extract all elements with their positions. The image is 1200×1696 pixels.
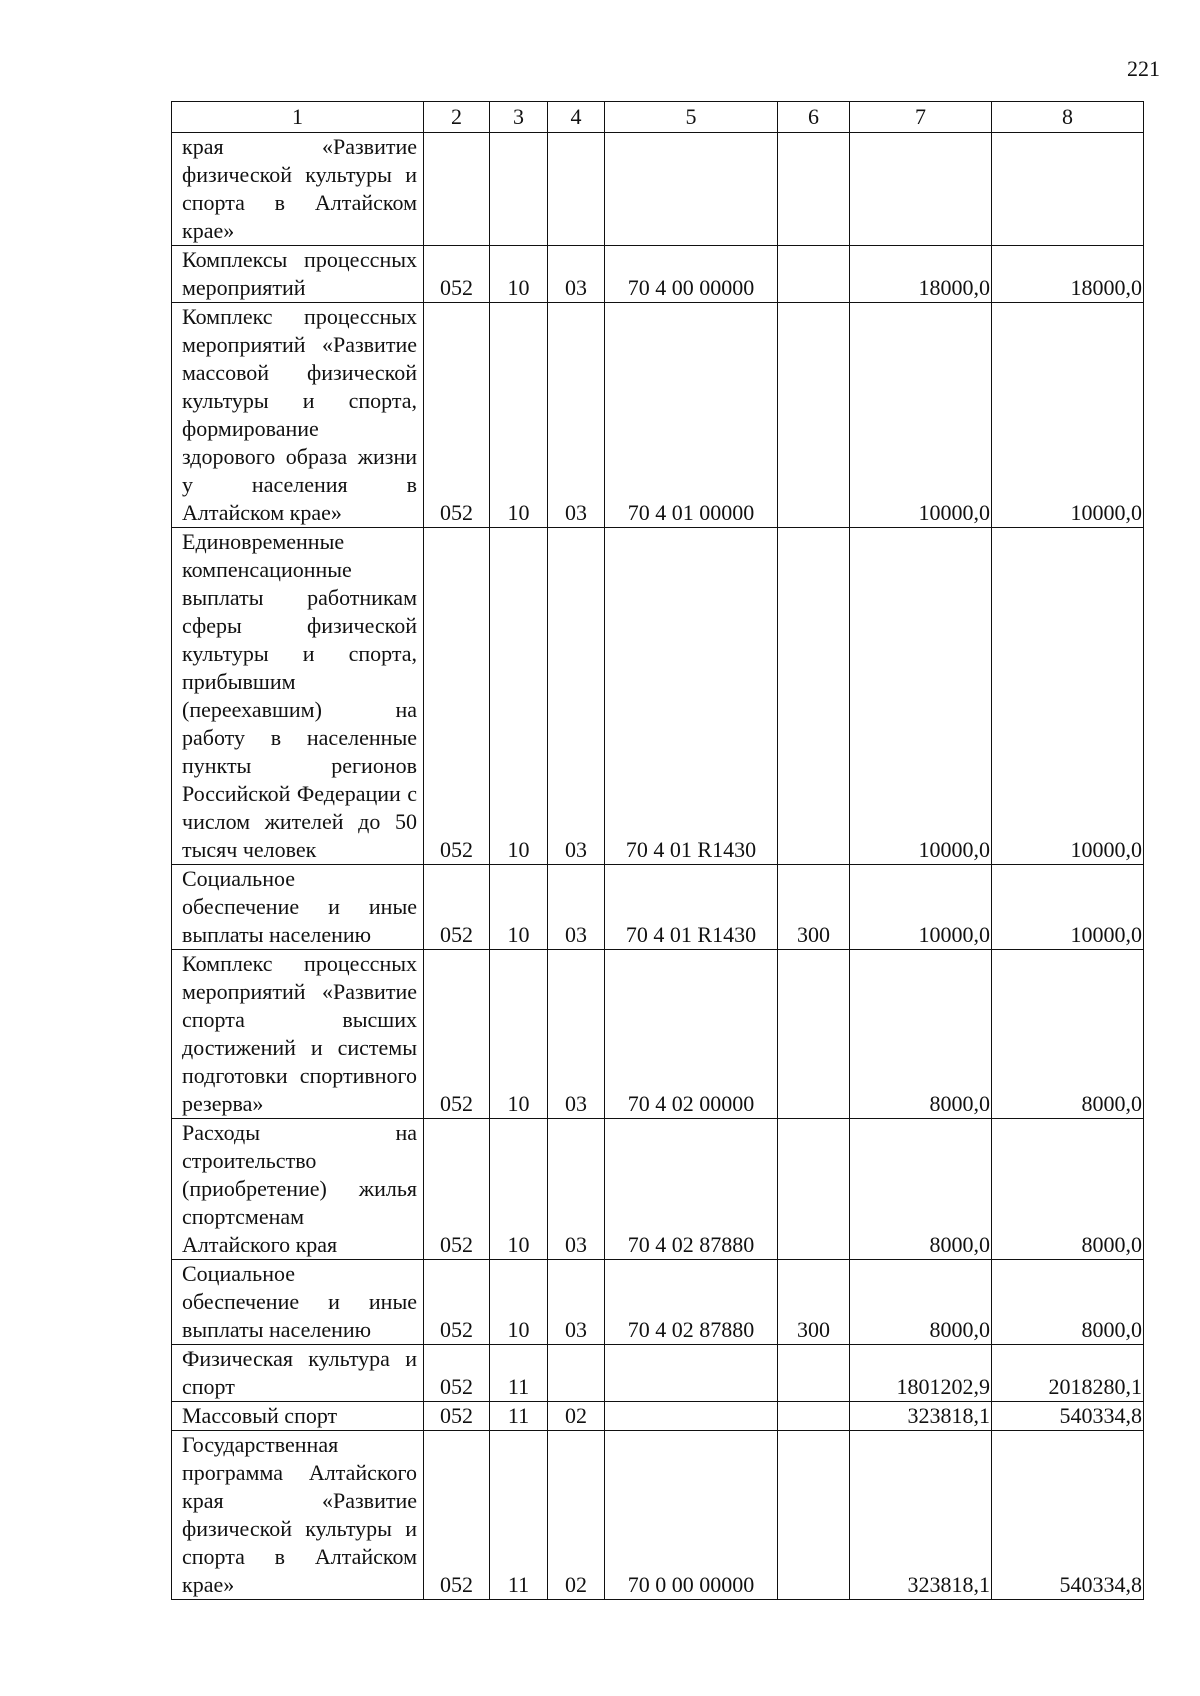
amount-col7-cell: 8000,0 <box>850 1119 992 1260</box>
header-cell: 1 <box>172 102 424 133</box>
amount-col7-cell: 10000,0 <box>850 865 992 950</box>
row-name-cell: Единовременные компенсационные выплаты работникам сферы физической культуры и спорта, прибывшим (переехавшим) на работу в населенные пункты регионов Российской Федерации с числом жителей до 50 тысяч человек <box>172 528 424 865</box>
subsection-code-cell: 03 <box>548 528 605 865</box>
table-row <box>172 246 1144 303</box>
expense-type-cell <box>778 133 850 246</box>
row-name-cell: Комплекс процессных мероприятий «Развитие спорта высших достижений и системы подготовки спортивного резерва» <box>172 950 424 1119</box>
target-article-cell: 70 4 01 00000 <box>605 303 778 528</box>
section-code-cell: 11 <box>490 1402 548 1431</box>
section-code-cell: 10 <box>490 1260 548 1345</box>
amount-col8-cell: 540334,8 <box>992 1402 1144 1431</box>
table-row <box>172 950 1144 1119</box>
ministry-code-cell: 052 <box>424 303 490 528</box>
subsection-code-cell <box>548 133 605 246</box>
target-article-cell: 70 4 01 R1430 <box>605 528 778 865</box>
table-row <box>172 303 1144 528</box>
section-code-cell: 11 <box>490 1431 548 1600</box>
subsection-code-cell: 02 <box>548 1431 605 1600</box>
header-cell: 4 <box>548 102 605 133</box>
amount-col8-cell: 10000,0 <box>992 865 1144 950</box>
expense-type-cell: 300 <box>778 1260 850 1345</box>
amount-col7-cell: 323818,1 <box>850 1431 992 1600</box>
ministry-code-cell: 052 <box>424 1402 490 1431</box>
header-cell: 5 <box>605 102 778 133</box>
ministry-code-cell: 052 <box>424 1345 490 1402</box>
target-article-cell: 70 4 02 00000 <box>605 950 778 1119</box>
header-cell: 2 <box>424 102 490 133</box>
row-name-cell: Массовый спорт <box>172 1402 424 1431</box>
table-row <box>172 1119 1144 1260</box>
header-cell: 8 <box>992 102 1144 133</box>
target-article-cell <box>605 133 778 246</box>
subsection-code-cell <box>548 1345 605 1402</box>
row-name-cell: Социальное обеспечение и иные выплаты населению <box>172 865 424 950</box>
amount-col8-cell: 8000,0 <box>992 1119 1144 1260</box>
amount-col8-cell: 10000,0 <box>992 303 1144 528</box>
expense-type-cell <box>778 1119 850 1260</box>
budget-table <box>171 101 1144 1600</box>
section-code-cell: 10 <box>490 865 548 950</box>
amount-col8-cell: 10000,0 <box>992 528 1144 865</box>
table-row <box>172 865 1144 950</box>
table-row <box>172 1345 1144 1402</box>
subsection-code-cell: 03 <box>548 1260 605 1345</box>
ministry-code-cell: 052 <box>424 528 490 865</box>
target-article-cell: 70 4 00 00000 <box>605 246 778 303</box>
amount-col7-cell: 323818,1 <box>850 1402 992 1431</box>
expense-type-cell: 300 <box>778 865 850 950</box>
subsection-code-cell: 03 <box>548 246 605 303</box>
section-code-cell: 10 <box>490 246 548 303</box>
ministry-code-cell: 052 <box>424 1431 490 1600</box>
section-code-cell <box>490 133 548 246</box>
subsection-code-cell: 03 <box>548 303 605 528</box>
amount-col8-cell: 540334,8 <box>992 1431 1144 1600</box>
amount-col8-cell: 8000,0 <box>992 1260 1144 1345</box>
expense-type-cell <box>778 1431 850 1600</box>
table-row <box>172 133 1144 246</box>
amount-col7-cell: 18000,0 <box>850 246 992 303</box>
ministry-code-cell: 052 <box>424 950 490 1119</box>
header-cell: 7 <box>850 102 992 133</box>
ministry-code-cell: 052 <box>424 1260 490 1345</box>
amount-col7-cell: 8000,0 <box>850 950 992 1119</box>
section-code-cell: 10 <box>490 950 548 1119</box>
table-row <box>172 1260 1144 1345</box>
amount-col7-cell: 8000,0 <box>850 1260 992 1345</box>
amount-col8-cell <box>992 133 1144 246</box>
ministry-code-cell: 052 <box>424 1119 490 1260</box>
target-article-cell <box>605 1345 778 1402</box>
row-name-cell: Расходы на строительство (приобретение) жилья спортсменам Алтайского края <box>172 1119 424 1260</box>
amount-col7-cell <box>850 133 992 246</box>
table-row <box>172 1402 1144 1431</box>
expense-type-cell <box>778 246 850 303</box>
expense-type-cell <box>778 950 850 1119</box>
amount-col8-cell: 18000,0 <box>992 246 1144 303</box>
section-code-cell: 10 <box>490 528 548 865</box>
target-article-cell: 70 4 02 87880 <box>605 1260 778 1345</box>
target-article-cell: 70 0 00 00000 <box>605 1431 778 1600</box>
row-name-cell: Комплексы процессных мероприятий <box>172 246 424 303</box>
row-name-cell: края «Развитие физической культуры и спорта в Алтайском крае» <box>172 133 424 246</box>
subsection-code-cell: 03 <box>548 950 605 1119</box>
header-row <box>172 102 1144 133</box>
table-row <box>172 528 1144 865</box>
row-name-cell: Физическая культура и спорт <box>172 1345 424 1402</box>
ministry-code-cell: 052 <box>424 246 490 303</box>
target-article-cell <box>605 1402 778 1431</box>
page-number: 221 <box>1127 56 1160 81</box>
subsection-code-cell: 03 <box>548 865 605 950</box>
header-cell: 3 <box>490 102 548 133</box>
expense-type-cell <box>778 1345 850 1402</box>
expense-type-cell <box>778 1402 850 1431</box>
row-name-cell: Государственная программа Алтайского края «Развитие физической культуры и спорта в Алтайском крае» <box>172 1431 424 1600</box>
target-article-cell: 70 4 02 87880 <box>605 1119 778 1260</box>
subsection-code-cell: 02 <box>548 1402 605 1431</box>
section-code-cell: 11 <box>490 1345 548 1402</box>
target-article-cell: 70 4 01 R1430 <box>605 865 778 950</box>
row-name-cell: Социальное обеспечение и иные выплаты населению <box>172 1260 424 1345</box>
amount-col7-cell: 10000,0 <box>850 528 992 865</box>
ministry-code-cell <box>424 133 490 246</box>
header-cell: 6 <box>778 102 850 133</box>
amount-col8-cell: 2018280,1 <box>992 1345 1144 1402</box>
row-name-cell: Комплекс процессных мероприятий «Развитие массовой физической культуры и спорта, формирование здорового образа жизни у населения в Алтайском крае» <box>172 303 424 528</box>
amount-col7-cell: 1801202,9 <box>850 1345 992 1402</box>
section-code-cell: 10 <box>490 1119 548 1260</box>
amount-col7-cell: 10000,0 <box>850 303 992 528</box>
table-row <box>172 1431 1144 1600</box>
expense-type-cell <box>778 303 850 528</box>
subsection-code-cell: 03 <box>548 1119 605 1260</box>
amount-col8-cell: 8000,0 <box>992 950 1144 1119</box>
section-code-cell: 10 <box>490 303 548 528</box>
ministry-code-cell: 052 <box>424 865 490 950</box>
expense-type-cell <box>778 528 850 865</box>
